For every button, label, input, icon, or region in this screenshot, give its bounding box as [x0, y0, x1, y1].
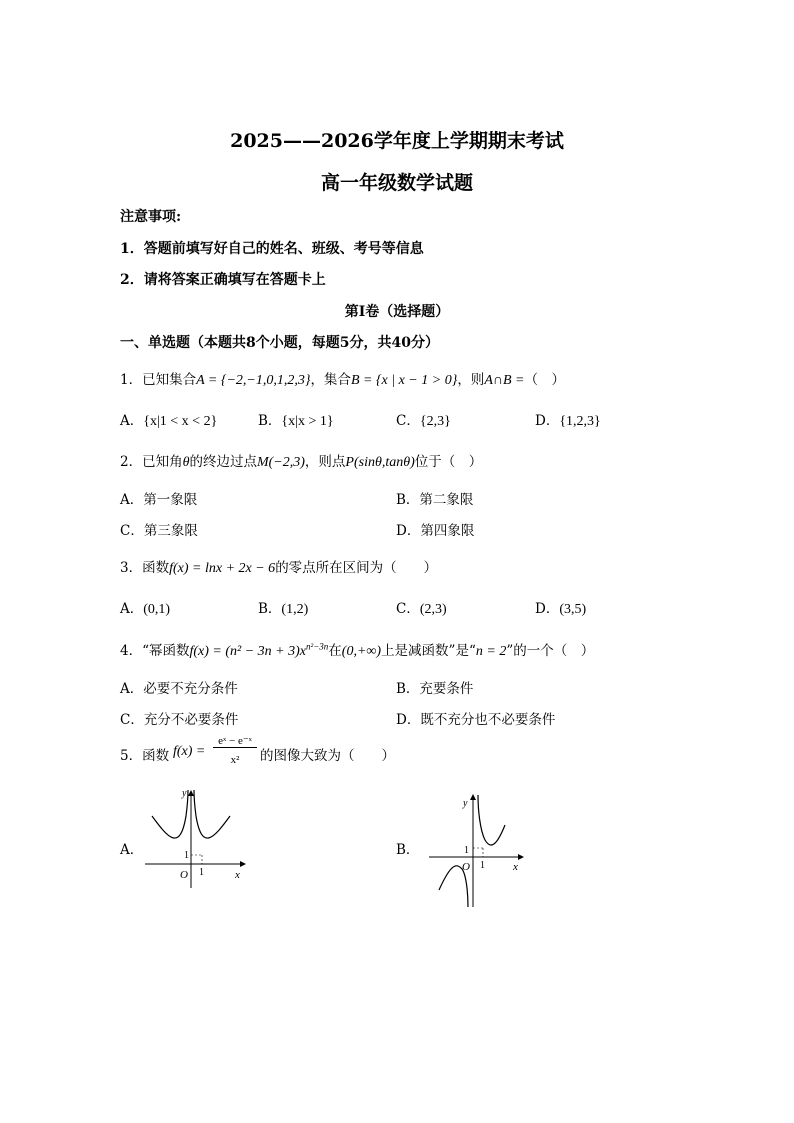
question-4: 4．“幂函数$f(x) = (n^2 - 3n + 3)x^{n^2-3n}$在(0,+∞)上是减函数”是“n = 2”的一个（ ） [120, 641, 595, 659]
question-1: 1．已知集合A = {−2,−1,0,1,2,3}，集合B = {x | x − 1 > 0}，则A∩B =（ ） [120, 372, 565, 388]
x-one-label: 1 [199, 867, 204, 878]
q5-option-a[interactable]: A． [120, 842, 144, 858]
q2-option-c[interactable]: C．第三象限 [120, 523, 198, 539]
question-3: 3．函数f(x) = lnx + 2x − 6的零点所在区间为（ ） [120, 560, 438, 576]
fraction-denominator: x² [230, 754, 240, 766]
note-item-1: 1．答题前填写好自己的姓名、班级、考号等信息 [120, 241, 424, 257]
x-label: x [513, 861, 518, 873]
q1-option-d[interactable]: D．{1,2,3} [535, 413, 601, 429]
y-one-label: 1 [184, 850, 189, 861]
x-label: x [235, 869, 240, 881]
q3-option-d[interactable]: D．(3,5) [535, 601, 587, 617]
exam-title: 2025——2026学年度上学期期末考试 [230, 130, 564, 152]
note-item-2: 2．请将答案正确填写在答题卡上 [120, 272, 326, 288]
exam-subtitle: 高一年级数学试题 [320, 172, 473, 194]
x-one-label: 1 [480, 860, 485, 871]
fraction-numerator: eˣ − e⁻ˣ [213, 734, 257, 748]
graph-b [425, 790, 525, 910]
q3-option-b[interactable]: B．(1,2) [258, 601, 309, 617]
notes-heading: 注意事项: [120, 209, 182, 225]
q2-option-a[interactable]: A．第一象限 [120, 492, 198, 508]
curve-right [478, 795, 505, 845]
q4-option-a[interactable]: A．必要不充分条件 [120, 681, 238, 697]
exponent: n²−3n [306, 641, 329, 652]
intersection: A∩B = [484, 373, 525, 388]
origin-label: O [180, 869, 188, 881]
q2-option-b[interactable]: B．第二象限 [396, 492, 474, 508]
y-label: y [463, 798, 468, 809]
origin-label: O [462, 861, 470, 873]
q4-option-d[interactable]: D．既不充分也不必要条件 [396, 712, 556, 728]
question-2: 2．已知角θ的终边过点M(−2,3)，则点P(sinθ,tanθ)位于（ ） [120, 454, 483, 470]
graph-a [140, 786, 250, 891]
q5-option-b[interactable]: B． [396, 842, 420, 858]
q2-option-d[interactable]: D．第四象限 [396, 523, 475, 539]
q4-option-b[interactable]: B．充要条件 [396, 681, 474, 697]
q1-option-c[interactable]: C．{2,3} [396, 413, 451, 429]
set-b: B = {x | x − 1 > 0} [350, 373, 458, 388]
q3-option-a[interactable]: A．(0,1) [120, 601, 171, 617]
q4-option-c[interactable]: C．充分不必要条件 [120, 712, 239, 728]
question-5: 5．函数 f(x) = eˣ − e⁻ˣ x² 的图像大致为（ ） [120, 735, 395, 766]
y-one-label: 1 [464, 845, 469, 856]
curve-right [194, 790, 230, 838]
set-a: A = {−2,−1,0,1,2,3} [196, 373, 311, 388]
q1-option-b[interactable]: B．{x|x > 1} [258, 413, 334, 429]
volume-heading: 第I卷（选择题） [344, 304, 450, 320]
y-label: y [182, 788, 187, 799]
q3-option-c[interactable]: C．(2,3) [396, 601, 447, 617]
q1-option-a[interactable]: A．{x|1 < x < 2} [120, 413, 218, 429]
section-heading: 一、单选题（本题共8个小题，每题5分，共40分） [120, 335, 439, 351]
